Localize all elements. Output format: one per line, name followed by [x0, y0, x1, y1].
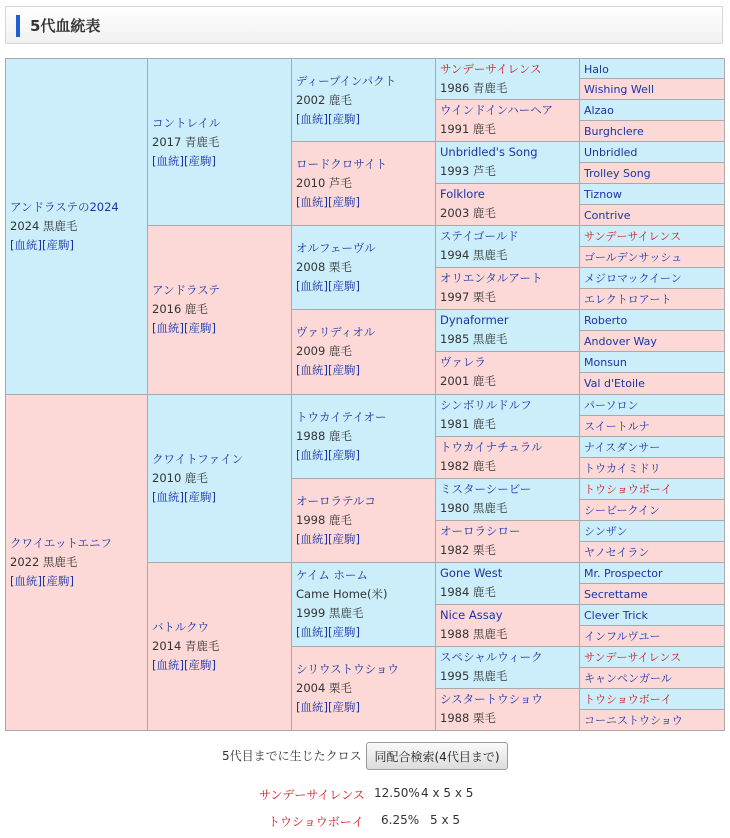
horse-info: 2004 栗毛: [296, 680, 352, 695]
horse-info: 2008 栗毛: [296, 260, 352, 275]
horse-name-link[interactable]: Secrettame: [584, 587, 648, 601]
pedigree-cell-gen5: [580, 121, 725, 142]
pedigree-progeny-links[interactable]: [血統][産駒]: [296, 279, 360, 294]
pedigree-cell-gen4: [436, 605, 580, 647]
horse-name-link[interactable]: Val d'Etoile: [584, 377, 645, 391]
pedigree-cell-gen4: [436, 100, 580, 142]
pedigree-cell-gen4: [436, 647, 580, 689]
horse-name-link[interactable]: シリウストウショウ: [296, 661, 399, 676]
pedigree-cell-gen5: [580, 79, 725, 100]
horse-name-link[interactable]: キャンペンガール: [584, 671, 672, 685]
horse-name-link[interactable]: サンデーサイレンス: [584, 230, 682, 244]
pedigree-cell-gen5: [580, 268, 725, 289]
pedigree-cell-gen4: [436, 268, 580, 310]
pedigree-cell-gen5: [580, 668, 725, 689]
pedigree-cell-gen5: [580, 58, 725, 79]
pedigree-cell-gen4: [436, 58, 580, 100]
horse-name-link[interactable]: Unbridled: [584, 146, 638, 160]
pedigree-cell-gen2: [148, 58, 292, 226]
pedigree-progeny-links[interactable]: [血統][産駒]: [296, 625, 360, 640]
horse-name-link[interactable]: サンデーサイレンス: [584, 650, 682, 664]
horse-info: 2016 鹿毛: [152, 302, 208, 317]
cross-horse-link[interactable]: サンデーサイレンス: [259, 788, 365, 802]
pedigree-progeny-links[interactable]: [血統][産駒]: [152, 321, 216, 336]
pedigree-cell-gen4: [436, 310, 580, 352]
pedigree-progeny-links[interactable]: [血統][産駒]: [10, 573, 74, 588]
horse-info: 1982 栗毛: [440, 542, 496, 557]
horse-name-link[interactable]: クワイエットエニフ: [10, 535, 113, 550]
horse-info: 1999 黒鹿毛: [296, 606, 364, 621]
page-title: 5代血統表: [30, 17, 101, 35]
pedigree-cell-gen3: [292, 563, 436, 647]
horse-info: 1981 鹿毛: [440, 416, 496, 431]
horse-name-link[interactable]: Andover Way: [584, 335, 657, 349]
horse-name-link[interactable]: シンボリルドルフ: [440, 397, 532, 412]
pedigree-cell-gen3: [292, 310, 436, 394]
pedigree-progeny-links[interactable]: [血統][産駒]: [296, 699, 360, 714]
horse-name-link[interactable]: ウインドインハーヘア: [440, 103, 553, 118]
horse-name-link[interactable]: ヴァレラ: [440, 355, 486, 370]
horse-name-link[interactable]: メジロマックイーン: [584, 272, 682, 286]
pedigree-cell-gen4: [436, 142, 580, 184]
horse-name-link[interactable]: Contrive: [584, 209, 631, 223]
pedigree-cell-gen4: [436, 689, 580, 731]
horse-info: 1984 鹿毛: [440, 584, 496, 599]
cross-row: [0, 813, 730, 831]
horse-name-link[interactable]: Wishing Well: [584, 83, 655, 97]
pedigree-cell-gen2: [148, 395, 292, 563]
pedigree-cell-gen3: [292, 142, 436, 226]
horse-name-link[interactable]: Burghclere: [584, 125, 644, 139]
horse-name-link[interactable]: Gone West: [440, 565, 503, 580]
horse-name-link[interactable]: Halo: [584, 63, 609, 76]
horse-info: 2014 青鹿毛: [152, 638, 220, 653]
header-accent-bar: [16, 15, 20, 37]
pedigree-cell-gen1: [5, 395, 148, 732]
pedigree-cell-gen4: [436, 395, 580, 437]
section-header: [5, 6, 723, 44]
horse-name-link[interactable]: Monsun: [584, 356, 627, 370]
pedigree-cell-gen5: [580, 689, 725, 710]
pedigree-cell-gen5: [580, 184, 725, 205]
pedigree-cell-gen5: [580, 289, 725, 310]
pedigree-cell-gen5: [580, 395, 725, 416]
horse-name-link[interactable]: Roberto: [584, 314, 628, 328]
pedigree-cell-gen5: [580, 500, 725, 521]
horse-name-link[interactable]: オーロラテルコ: [296, 493, 376, 508]
horse-name-link[interactable]: スイートルナ: [584, 419, 650, 433]
horse-name-link[interactable]: スペシャルウィーク: [440, 649, 543, 664]
pedigree-cell-gen4: [436, 437, 580, 479]
horse-name-link[interactable]: シスタートウショウ: [440, 691, 543, 706]
horse-name-link[interactable]: Unbridled's Song: [440, 145, 538, 160]
pedigree-cell-gen3: [292, 647, 436, 731]
horse-name-link[interactable]: オルフェーヴル: [296, 241, 376, 256]
horse-info: 2001 鹿毛: [440, 374, 496, 389]
pedigree-progeny-links[interactable]: [血統][産駒]: [152, 489, 216, 504]
horse-info: 2022 黒鹿毛: [10, 554, 78, 569]
pedigree-cell-gen5: [580, 373, 725, 394]
horse-name-link[interactable]: コントレイル: [152, 115, 221, 130]
pedigree-progeny-links[interactable]: [血統][産駒]: [10, 237, 74, 252]
pedigree-progeny-links[interactable]: [血統][産駒]: [296, 363, 360, 378]
horse-name-link[interactable]: ヤノセイラン: [584, 545, 650, 559]
pedigree-cell-gen1: [5, 58, 148, 395]
pedigree-cell-gen3: [292, 395, 436, 479]
pedigree-cell-gen5: [580, 100, 725, 121]
horse-name-link[interactable]: ディープインパクト: [296, 73, 397, 88]
pedigree-cell-gen3: [292, 226, 436, 310]
horse-name-link[interactable]: シンザン: [584, 524, 628, 538]
horse-name-link[interactable]: トウカイナチュラル: [440, 439, 543, 454]
pedigree-cell-gen5: [580, 331, 725, 352]
horse-name-link[interactable]: ゴールデンサッシュ: [584, 251, 683, 265]
horse-info: 1993 芦毛: [440, 164, 496, 179]
pedigree-progeny-links[interactable]: [血統][産駒]: [152, 153, 216, 168]
pedigree-cell-gen5: [580, 710, 725, 731]
horse-name-link[interactable]: トウカイテイオー: [296, 409, 387, 424]
horse-name-link[interactable]: Folklore: [440, 187, 485, 202]
horse-name-link[interactable]: Clever Trick: [584, 608, 648, 622]
horse-info: 2024 黒鹿毛: [10, 218, 78, 233]
horse-name-link[interactable]: オリエンタルアート: [440, 271, 543, 286]
pedigree-cell-gen4: [436, 184, 580, 226]
pedigree-cell-gen4: [436, 479, 580, 521]
horse-info: 1991 鹿毛: [440, 122, 496, 137]
pedigree-table: [5, 58, 725, 731]
pedigree-cell-gen5: [580, 142, 725, 163]
horse-name-link[interactable]: コーニストウショウ: [584, 713, 683, 727]
horse-info: 1982 鹿毛: [440, 458, 496, 473]
pedigree-cell-gen4: [436, 563, 580, 605]
pedigree-cell-gen4: [436, 352, 580, 394]
horse-info: 1998 鹿毛: [296, 512, 352, 527]
horse-info: 2003 鹿毛: [440, 206, 496, 221]
horse-name-link[interactable]: Tiznow: [584, 188, 622, 202]
pedigree-cell-gen2: [148, 563, 292, 731]
horse-name-link[interactable]: バトルクウ: [152, 619, 210, 634]
pedigree-cell-gen5: [580, 247, 725, 268]
horse-info: 1986 青鹿毛: [440, 81, 508, 95]
pedigree-cell-gen3: [292, 479, 436, 563]
pedigree-cell-gen4: [436, 521, 580, 563]
pedigree-cell-gen3: [292, 58, 436, 142]
horse-name-link[interactable]: インフルヴユー: [584, 629, 661, 643]
horse-info: 1994 黒鹿毛: [440, 248, 508, 263]
horse-name-link[interactable]: トウショウボーイ: [584, 692, 672, 706]
horse-name-link[interactable]: Alzao: [584, 104, 614, 118]
cross-generations: 4 x 5 x 5: [421, 786, 474, 800]
horse-name-link[interactable]: Mr. Prospector: [584, 566, 663, 580]
horse-name-link[interactable]: シービークイン: [584, 503, 661, 517]
pedigree-progeny-links[interactable]: [血統][産駒]: [296, 111, 360, 126]
pedigree-cell-gen5: [580, 521, 725, 542]
horse-info: 2010 鹿毛: [152, 470, 208, 485]
horse-name-link[interactable]: ナイスダンサー: [584, 440, 661, 454]
horse-name-link[interactable]: クワイトファイン: [152, 451, 244, 466]
pedigree-progeny-links[interactable]: [血統][産駒]: [296, 447, 360, 462]
horse-name-link[interactable]: ヴァリディオル: [296, 325, 376, 340]
horse-name-link[interactable]: Dynaformer: [440, 313, 509, 328]
pedigree-cell-gen5: [580, 205, 725, 226]
cross-percent: 6.25%: [381, 813, 420, 827]
horse-name-link[interactable]: ステイゴールド: [440, 229, 519, 244]
horse-info: Came Home(米): [296, 587, 388, 602]
cross-row: [0, 786, 730, 804]
horse-name-link[interactable]: ケイム ホーム: [296, 568, 368, 583]
pedigree-progeny-links[interactable]: [血統][産駒]: [296, 531, 360, 546]
pedigree-progeny-links[interactable]: [血統][産駒]: [296, 195, 360, 210]
horse-name-link[interactable]: エレクトロアート: [584, 293, 672, 307]
horse-name-link[interactable]: サンデーサイレンス: [440, 62, 542, 76]
horse-name-link[interactable]: パーソロン: [584, 398, 639, 412]
pedigree-cell-gen5: [580, 163, 725, 184]
pedigree-cell-gen5: [580, 584, 725, 605]
horse-name-link[interactable]: Trolley Song: [584, 167, 651, 181]
pedigree-cell-gen5: [580, 226, 725, 247]
horse-info: 1995 黒鹿毛: [440, 668, 508, 683]
horse-info: 1988 栗毛: [440, 710, 496, 725]
horse-name-link[interactable]: アンドラステの2024: [10, 199, 119, 214]
pedigree-cell-gen5: [580, 563, 725, 584]
horse-name-link[interactable]: Nice Assay: [440, 607, 503, 622]
pedigree-cell-gen5: [580, 416, 725, 437]
horse-info: 1988 鹿毛: [296, 428, 352, 443]
pedigree-cell-gen5: [580, 647, 725, 668]
pedigree-cell-gen5: [580, 542, 725, 563]
pedigree-cell-gen5: [580, 605, 725, 626]
pedigree-cell-gen5: [580, 352, 725, 373]
horse-info: 2002 鹿毛: [296, 92, 352, 107]
horse-info: 2010 芦毛: [296, 176, 352, 191]
horse-info: 1988 黒鹿毛: [440, 626, 508, 641]
horse-name-link[interactable]: トウショウボーイ: [584, 482, 672, 496]
horse-info: 2009 鹿毛: [296, 344, 352, 359]
cross-generations: 5 x 5: [430, 813, 460, 827]
pedigree-cell-gen5: [580, 310, 725, 331]
pedigree-cell-gen4: [436, 226, 580, 268]
pedigree-progeny-links[interactable]: [血統][産駒]: [152, 657, 216, 672]
horse-info: 2017 青鹿毛: [152, 134, 220, 149]
pedigree-cell-gen5: [580, 626, 725, 647]
pedigree-cell-gen2: [148, 226, 292, 394]
cross-percent: 12.50%: [374, 786, 420, 800]
horse-name-link[interactable]: ミスターシービー: [440, 481, 532, 496]
horse-name-link[interactable]: トウカイミドリ: [584, 461, 661, 475]
pedigree-cell-gen5: [580, 479, 725, 500]
horse-info: 1997 栗毛: [440, 290, 496, 305]
horse-info: 1985 黒鹿毛: [440, 332, 508, 347]
horse-name-link[interactable]: オーロラシロー: [440, 523, 521, 538]
cross-label: 5代目までに生じたクロス: [222, 749, 362, 763]
horse-name-link[interactable]: ロードクロサイト: [296, 157, 387, 172]
pedigree-cell-gen5: [580, 458, 725, 479]
horse-name-link[interactable]: アンドラステ: [152, 283, 220, 298]
horse-info: 1980 黒鹿毛: [440, 500, 508, 515]
cross-horse-link[interactable]: トウショウボーイ: [268, 815, 364, 829]
pedigree-cell-gen5: [580, 437, 725, 458]
same-mating-search-button[interactable]: 同配合検索(4代目まで): [366, 742, 508, 770]
